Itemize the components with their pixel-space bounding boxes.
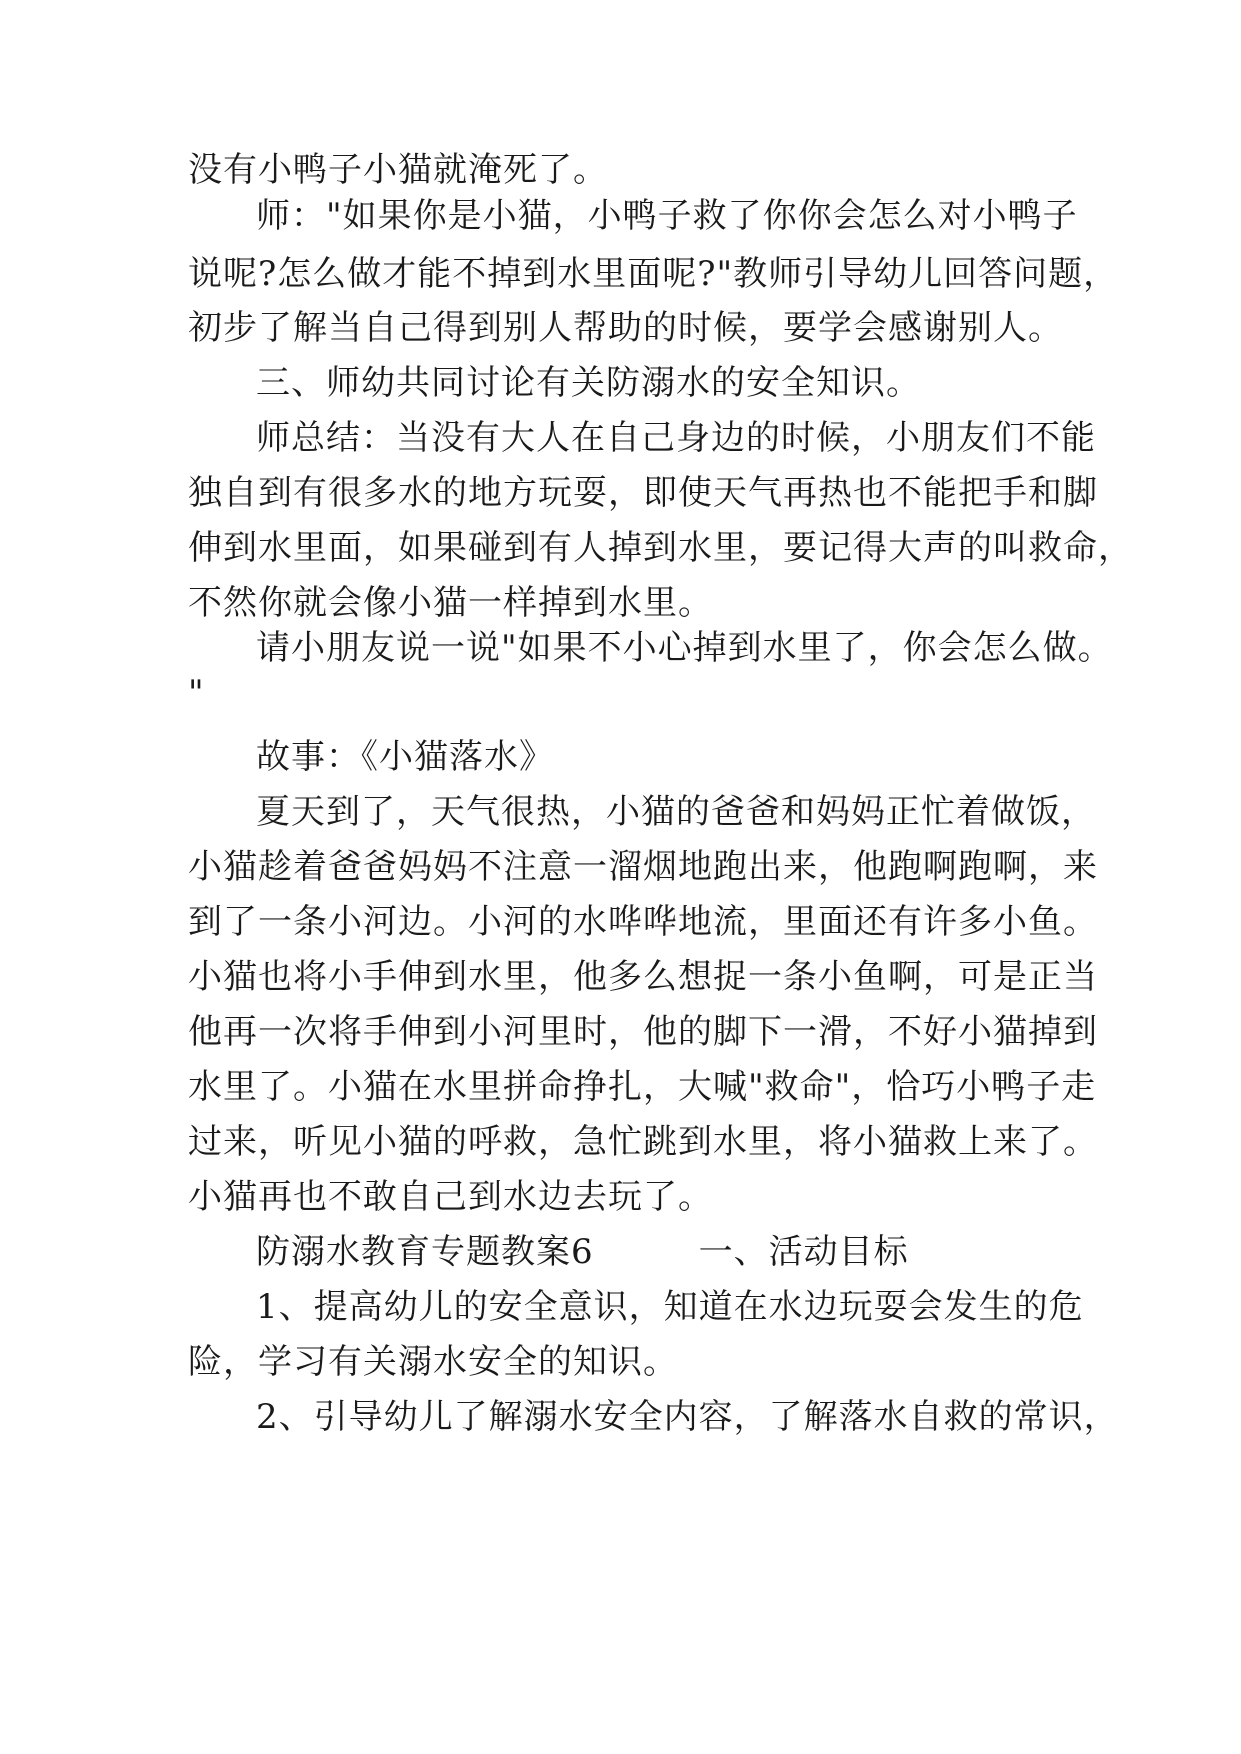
paragraph-line: 不然你就会像小猫一样掉到水里。 — [188, 583, 713, 623]
list-item: 2、引导幼儿了解溺水安全内容，了解落水自救的常识， — [256, 1397, 1119, 1437]
paragraph-line: 夏天到了，天气很热，小猫的爸爸和妈妈正忙着做饭， — [256, 792, 1096, 832]
paragraph-line: 初步了解当自己得到别人帮助的时候，要学会感谢别人。 — [188, 308, 1063, 348]
paragraph-line: 到了一条小河边。小河的水哗哗地流，里面还有许多小鱼。 — [188, 902, 1098, 942]
paragraph-line: 水里了。小猫在水里拼命挣扎，大喊"救命"，恰巧小鸭子走 — [188, 1067, 1097, 1107]
paragraph-line: 他再一次将手伸到小河里时，他的脚下一滑，不好小猫掉到 — [188, 1012, 1098, 1052]
paragraph-line: 过来，听见小猫的呼救，急忙跳到水里，将小猫救上来了。 — [188, 1122, 1098, 1162]
paragraph-line: 小猫趁着爸爸妈妈不注意一溜烟地跑出来，他跑啊跑啊，来 — [188, 847, 1098, 887]
paragraph-line: 师："如果你是小猫，小鸭子救了你你会怎么对小鸭子 — [256, 196, 1078, 236]
paragraph-line: 伸到水里面，如果碰到有人掉到水里，要记得大声的叫救命， — [188, 528, 1133, 568]
section-heading: 三、师幼共同讨论有关防溺水的安全知识。 — [256, 363, 921, 403]
list-item-continuation: 险，学习有关溺水安全的知识。 — [188, 1342, 678, 1382]
paragraph-line: 独自到有很多水的地方玩耍，即使天气再热也不能把手和脚 — [188, 473, 1098, 513]
paragraph-line: " — [188, 673, 205, 713]
paragraph-line: 请小朋友说一说"如果不小心掉到水里了，你会怎么做。 — [256, 628, 1113, 668]
story-title: 故事：《小猫落水》 — [256, 737, 554, 777]
paragraph-line: 师总结：当没有大人在自己身边的时候，小朋友们不能 — [256, 418, 1096, 458]
section-heading: 防溺水教育专题教案6 一、活动目标 — [256, 1232, 909, 1272]
paragraph-line: 说呢?怎么做才能不掉到水里面呢?"教师引导幼儿回答问题， — [188, 254, 1119, 294]
paragraph-line: 小猫也将小手伸到水里，他多么想捉一条小鱼啊，可是正当 — [188, 957, 1098, 997]
paragraph-line: 小猫再也不敢自己到水边去玩了。 — [188, 1177, 713, 1217]
list-item: 1、提高幼儿的安全意识，知道在水边玩耍会发生的危 — [256, 1287, 1084, 1327]
paragraph-line: 没有小鸭子小猫就淹死了。 — [188, 150, 608, 190]
